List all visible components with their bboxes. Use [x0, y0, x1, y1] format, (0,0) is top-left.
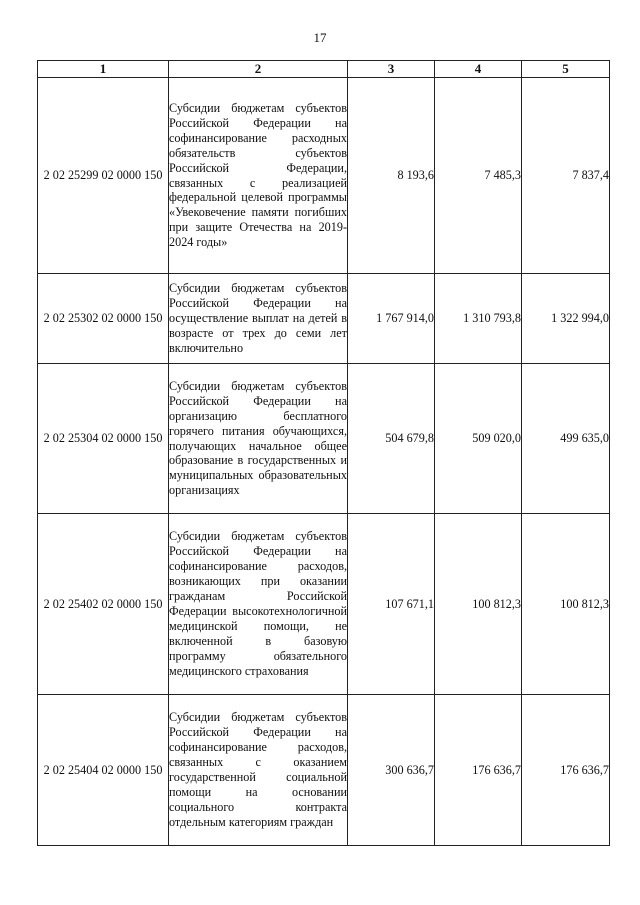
amount-col5: 176 636,7 [522, 695, 610, 846]
amount-col3: 8 193,6 [348, 78, 435, 274]
budget-code: 2 02 25404 02 0000 150 [38, 695, 169, 846]
row-description [169, 78, 348, 274]
table-row [38, 78, 610, 274]
column-header-3: 3 [348, 61, 435, 78]
amount-col3: 107 671,1 [348, 514, 435, 695]
amount-col5: 7 837,4 [522, 78, 610, 274]
amount-col4: 7 485,3 [435, 78, 522, 274]
column-header-5: 5 [522, 61, 610, 78]
column-header-4: 4 [435, 61, 522, 78]
amount-col5: 1 322 994,0 [522, 274, 610, 364]
budget-code: 2 02 25299 02 0000 150 [38, 78, 169, 274]
row-description [169, 514, 348, 695]
amount-col4: 176 636,7 [435, 695, 522, 846]
amount-col4: 509 020,0 [435, 364, 522, 514]
amount-col5: 100 812,3 [522, 514, 610, 695]
amount-col3: 1 767 914,0 [348, 274, 435, 364]
budget-code: 2 02 25302 02 0000 150 [38, 274, 169, 364]
table-row [38, 514, 610, 695]
row-description [169, 274, 348, 364]
amount-col4: 1 310 793,8 [435, 274, 522, 364]
table-row [38, 364, 610, 514]
column-header-1: 1 [38, 61, 169, 78]
budget-table [37, 60, 610, 846]
budget-code: 2 02 25304 02 0000 150 [38, 364, 169, 514]
amount-col3: 504 679,8 [348, 364, 435, 514]
amount-col3: 300 636,7 [348, 695, 435, 846]
page-number: 17 [313, 30, 327, 45]
column-header-2: 2 [169, 61, 348, 78]
row-description-text: Субсидии бюджетам субъектов Российской Федерации на осуществление выплат на детей в возрасте от трех до семи лет включительно [169, 281, 347, 355]
row-description-text: Субсидии бюджетам субъектов Российской Федерации на софинансирование расходов, связанных с оказанием государственной социальной помощи на основании социального контракта отдельным категориям граждан [169, 710, 347, 829]
row-description-text: Субсидии бюджетам субъектов Российской Федерации на софинансирование расходных обязательств субъектов Российской Федерации, связанных с реализацией федеральной целевой программы «Увековечение памяти погибших при защите Отечества на 2019-2024 годы» [169, 100, 347, 250]
amount-col5: 499 635,0 [522, 364, 610, 514]
amount-col4: 100 812,3 [435, 514, 522, 695]
table-header-row [38, 61, 610, 78]
row-description [169, 364, 348, 514]
row-description-text: Субсидии бюджетам субъектов Российской Федерации на софинансирование расходов, возникающих при оказании гражданам Российской Федерации высокотехнологичной медицинской помощи, не включенной в базовую программу обязательного медицинского страхования [169, 529, 347, 678]
table-row [38, 274, 610, 364]
row-description [169, 695, 348, 846]
budget-code: 2 02 25402 02 0000 150 [38, 514, 169, 695]
row-description-text: Субсидии бюджетам субъектов Российской Федерации на организацию бесплатного горячего питания обучающихся, получающих начальное общее образование в государственных и муниципальных образовательных организациях [169, 378, 347, 498]
table-row [38, 695, 610, 846]
